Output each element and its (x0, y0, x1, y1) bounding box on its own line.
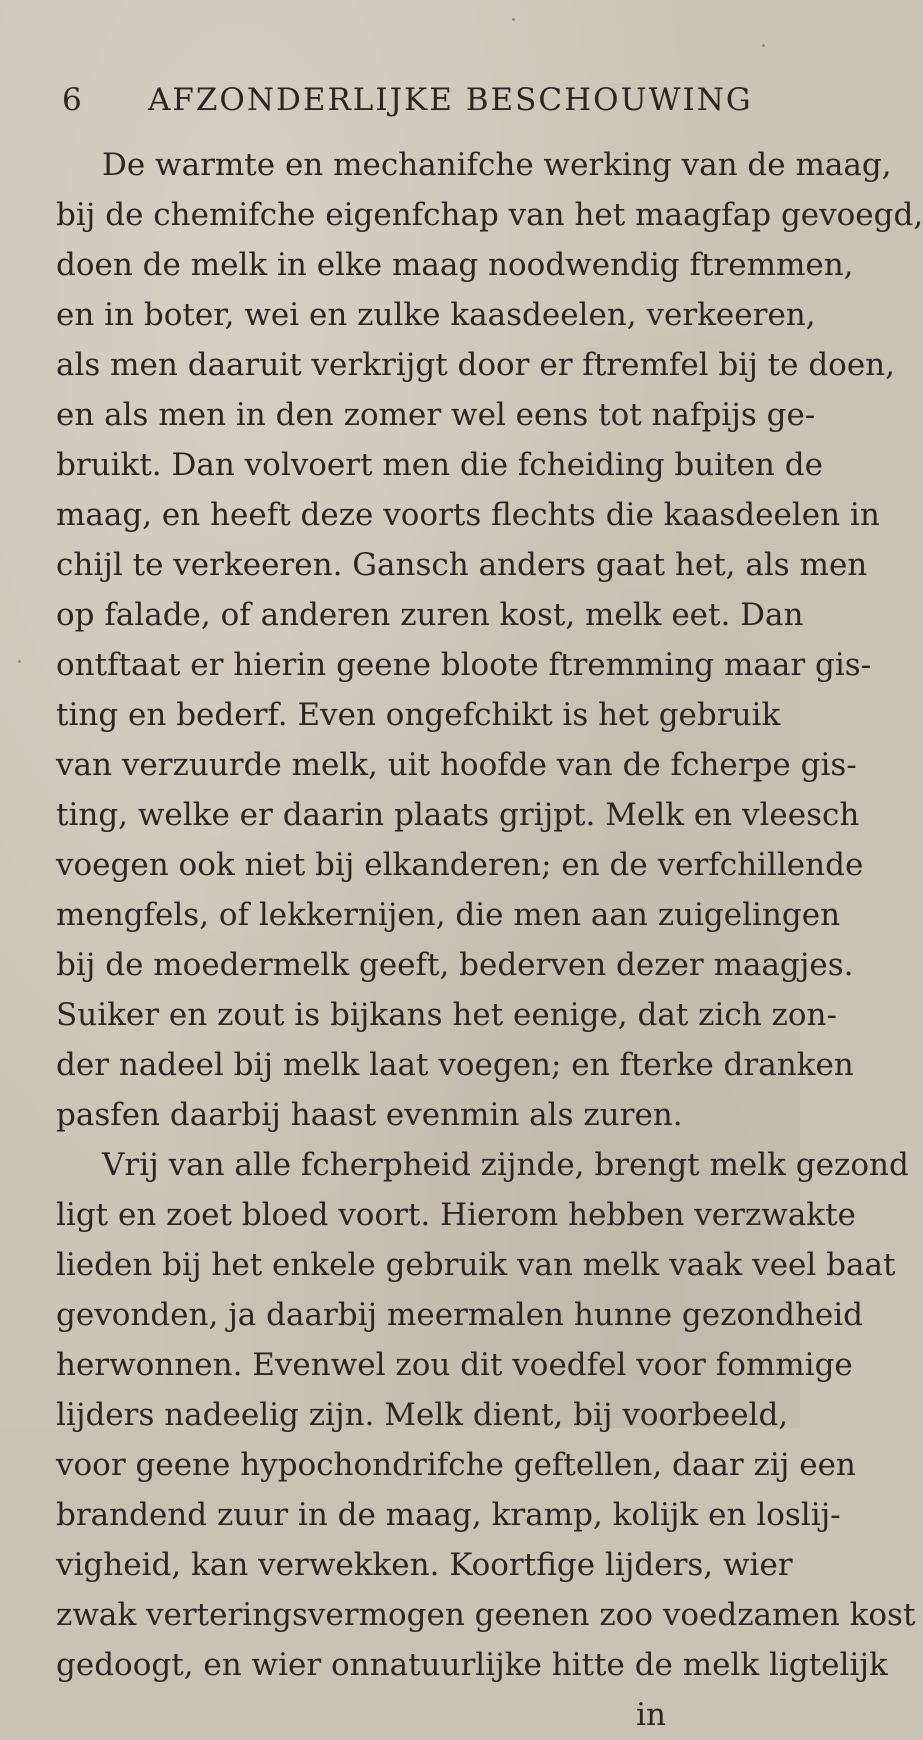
text-line: zwak verteringsvermogen geenen zoo voedzamen kost (56, 1597, 916, 1633)
text-line: gedoogt, en wier onnatuurlijke hitte de melk ligtelijk (56, 1647, 888, 1683)
text-line: vigheid, kan verwekken. Koortfige lijders, wier (56, 1547, 793, 1583)
text-line: herwonnen. Evenwel zou dit voedfel voor fommige (56, 1347, 853, 1383)
paper-speck (512, 18, 515, 21)
text-line: mengfels, of lekkernijen, die men aan zuigelingen (56, 897, 841, 933)
text-line: voor geene hypochondrifche geftellen, daar zij een (56, 1447, 856, 1483)
text-line: op falade, of anderen zuren kost, melk eet. Dan (56, 597, 804, 633)
text-line: bruikt. Dan volvoert men die fcheiding buiten de (56, 447, 823, 483)
text-line: Suiker en zout is bijkans het eenige, dat zich zon- (56, 997, 837, 1033)
text-line: ting, welke er daarin plaats grijpt. Melk en vleesch (56, 797, 860, 833)
text-line: der nadeel bij melk laat voegen; en fterke dranken (56, 1047, 854, 1083)
body-text (56, 140, 923, 1740)
text-line: bij de moedermelk geeft, bederven dezer maagjes. (56, 947, 854, 983)
text-line: De warmte en mechanifche werking van de maag, (102, 147, 892, 183)
text-line: en in boter, wei en zulke kaasdeelen, verkeeren, (56, 297, 816, 333)
text-line: ontftaat er hierin geene bloote ftremming maar gis- (56, 647, 872, 683)
text-line: maag, en heeft deze voorts flechts die kaasdeelen in (56, 497, 880, 533)
text-line: pasfen daarbij haast evenmin als zuren. (56, 1097, 683, 1133)
text-line: voegen ook niet bij elkanderen; en de verfchillende (56, 847, 864, 883)
text-line: van verzuurde melk, uit hoofde van de fcherpe gis- (56, 747, 857, 783)
text-line: gevonden, ja daarbij meermalen hunne gezondheid (56, 1297, 863, 1333)
page-header (62, 82, 762, 126)
text-line: chijl te verkeeren. Gansch anders gaat het, als men (56, 547, 868, 583)
paper-speck (18, 660, 21, 663)
running-title: AFZONDERLIJKE BESCHOUWING (148, 82, 753, 118)
text-line: ting en bederf. Even ongefchikt is het gebruik (56, 697, 781, 733)
catchword: in (636, 1697, 666, 1733)
text-line: bij de chemifche eigenfchap van het maagfap gevoegd, (56, 197, 923, 233)
page-number: 6 (62, 82, 83, 118)
text-line: ligt en zoet bloed voort. Hierom hebben verzwakte (56, 1197, 856, 1233)
text-line: Vrij van alle fcherpheid zijnde, brengt melk gezond (102, 1147, 909, 1183)
text-line: lijders nadeelig zijn. Melk dient, bij voorbeeld, (56, 1397, 789, 1433)
text-line: lieden bij het enkele gebruik van melk vaak veel baat (56, 1247, 896, 1283)
text-line: als men daaruit verkrijgt door er ftremfel bij te doen, (56, 347, 895, 383)
paper-speck (762, 44, 765, 47)
text-line: doen de melk in elke maag noodwendig ftremmen, (56, 247, 854, 283)
text-line: brandend zuur in de maag, kramp, kolijk en loslij- (56, 1497, 841, 1533)
text-line: en als men in den zomer wel eens tot nafpijs ge- (56, 397, 816, 433)
